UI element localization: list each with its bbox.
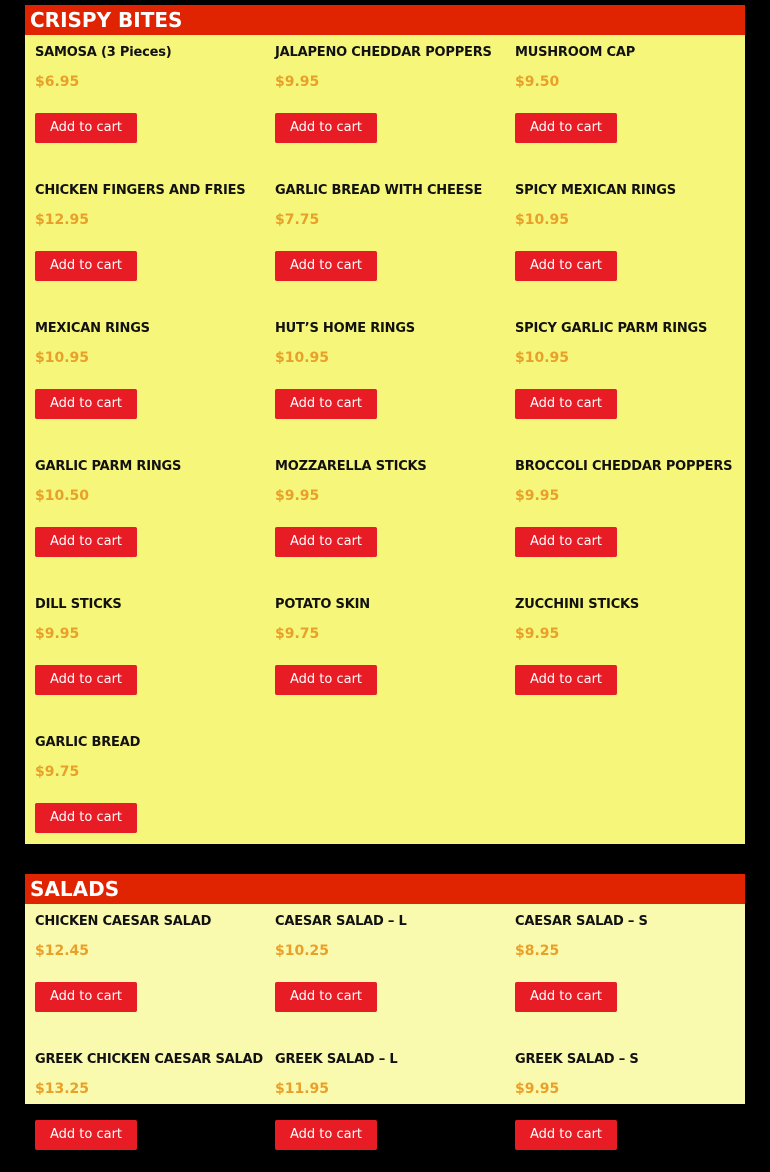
add-to-cart-button[interactable]: Add to cart [35,251,137,281]
add-to-cart-button[interactable]: Add to cart [275,251,377,281]
product-grid [25,35,745,844]
product-price: $12.45 [35,943,90,959]
add-to-cart-button[interactable]: Add to cart [35,982,137,1012]
product-card [35,311,265,441]
add-to-cart-button[interactable]: Add to cart [515,251,617,281]
product-price: $10.95 [275,350,330,366]
product-card [35,1042,265,1172]
product-name[interactable]: CAESAR SALAD – L [275,914,407,929]
product-name[interactable]: HUT’S HOME RINGS [275,321,415,336]
product-card [275,904,505,1034]
product-name[interactable]: GARLIC PARM RINGS [35,459,182,474]
product-card [515,311,745,441]
product-card [275,1042,505,1172]
product-price: $10.25 [275,943,330,959]
product-price: $11.95 [275,1081,330,1097]
product-card [35,173,265,303]
section-crispy-bites [25,5,745,844]
product-name[interactable]: SPICY GARLIC PARM RINGS [515,321,708,336]
product-price: $9.95 [515,1081,560,1097]
product-card [515,1042,745,1172]
product-name[interactable]: SPICY MEXICAN RINGS [515,183,676,198]
add-to-cart-button[interactable]: Add to cart [275,982,377,1012]
product-card [35,449,265,579]
product-price: $10.50 [35,488,90,504]
product-card [515,173,745,303]
add-to-cart-button[interactable]: Add to cart [515,665,617,695]
product-price: $9.50 [515,74,560,90]
product-price: $10.95 [515,212,570,228]
product-name[interactable]: ZUCCHINI STICKS [515,597,640,612]
add-to-cart-button[interactable]: Add to cart [35,803,137,833]
product-name[interactable]: JALAPENO CHEDDAR POPPERS [275,45,492,60]
product-name[interactable]: BROCCOLI CHEDDAR POPPERS [515,459,733,474]
product-grid [25,904,745,1142]
product-card [35,35,265,165]
product-price: $10.95 [515,350,570,366]
add-to-cart-button[interactable]: Add to cart [275,665,377,695]
product-price: $9.95 [275,74,320,90]
product-card [515,904,745,1034]
add-to-cart-button[interactable]: Add to cart [35,665,137,695]
product-card [275,587,505,717]
product-price: $10.95 [35,350,90,366]
product-name[interactable]: GREEK CHICKEN CAESAR SALAD [35,1052,264,1067]
section-title: CRISPY BITES [25,5,745,35]
product-name[interactable]: SAMOSA (3 Pieces) [35,45,172,60]
add-to-cart-button[interactable]: Add to cart [35,527,137,557]
add-to-cart-button[interactable]: Add to cart [35,113,137,143]
product-card [35,725,265,855]
product-name[interactable]: GARLIC BREAD [35,735,141,750]
product-card [515,587,745,717]
add-to-cart-button[interactable]: Add to cart [275,113,377,143]
add-to-cart-button[interactable]: Add to cart [515,389,617,419]
add-to-cart-button[interactable]: Add to cart [35,1120,137,1150]
product-card [275,173,505,303]
product-card [275,311,505,441]
section-title: SALADS [25,874,745,904]
product-name[interactable]: MOZZARELLA STICKS [275,459,427,474]
product-price: $9.95 [515,488,560,504]
product-card [35,587,265,717]
section-salads [25,874,745,1142]
add-to-cart-button[interactable]: Add to cart [515,113,617,143]
add-to-cart-button[interactable]: Add to cart [515,527,617,557]
product-name[interactable]: CHICKEN CAESAR SALAD [35,914,212,929]
add-to-cart-button[interactable]: Add to cart [35,389,137,419]
add-to-cart-button[interactable]: Add to cart [275,389,377,419]
product-name[interactable]: MEXICAN RINGS [35,321,150,336]
product-name[interactable]: DILL STICKS [35,597,122,612]
product-name[interactable]: MUSHROOM CAP [515,45,636,60]
product-card [515,35,745,165]
product-name[interactable]: CAESAR SALAD – S [515,914,648,929]
product-price: $12.95 [35,212,90,228]
product-name[interactable]: GARLIC BREAD WITH CHEESE [275,183,483,198]
product-name[interactable]: GREEK SALAD – L [275,1052,398,1067]
product-name[interactable]: GREEK SALAD – S [515,1052,639,1067]
product-price: $8.25 [515,943,560,959]
product-card [275,449,505,579]
product-price: $9.95 [515,626,560,642]
product-price: $6.95 [35,74,80,90]
product-price: $9.95 [35,626,80,642]
product-price: $9.75 [275,626,320,642]
add-to-cart-button[interactable]: Add to cart [275,1120,377,1150]
add-to-cart-button[interactable]: Add to cart [275,527,377,557]
product-price: $9.95 [275,488,320,504]
product-name[interactable]: CHICKEN FINGERS AND FRIES [35,183,246,198]
product-name[interactable]: POTATO SKIN [275,597,370,612]
product-price: $7.75 [275,212,320,228]
product-card [275,35,505,165]
add-to-cart-button[interactable]: Add to cart [515,982,617,1012]
product-card [35,904,265,1034]
product-price: $13.25 [35,1081,90,1097]
product-card [515,449,745,579]
add-to-cart-button[interactable]: Add to cart [515,1120,617,1150]
product-price: $9.75 [35,764,80,780]
